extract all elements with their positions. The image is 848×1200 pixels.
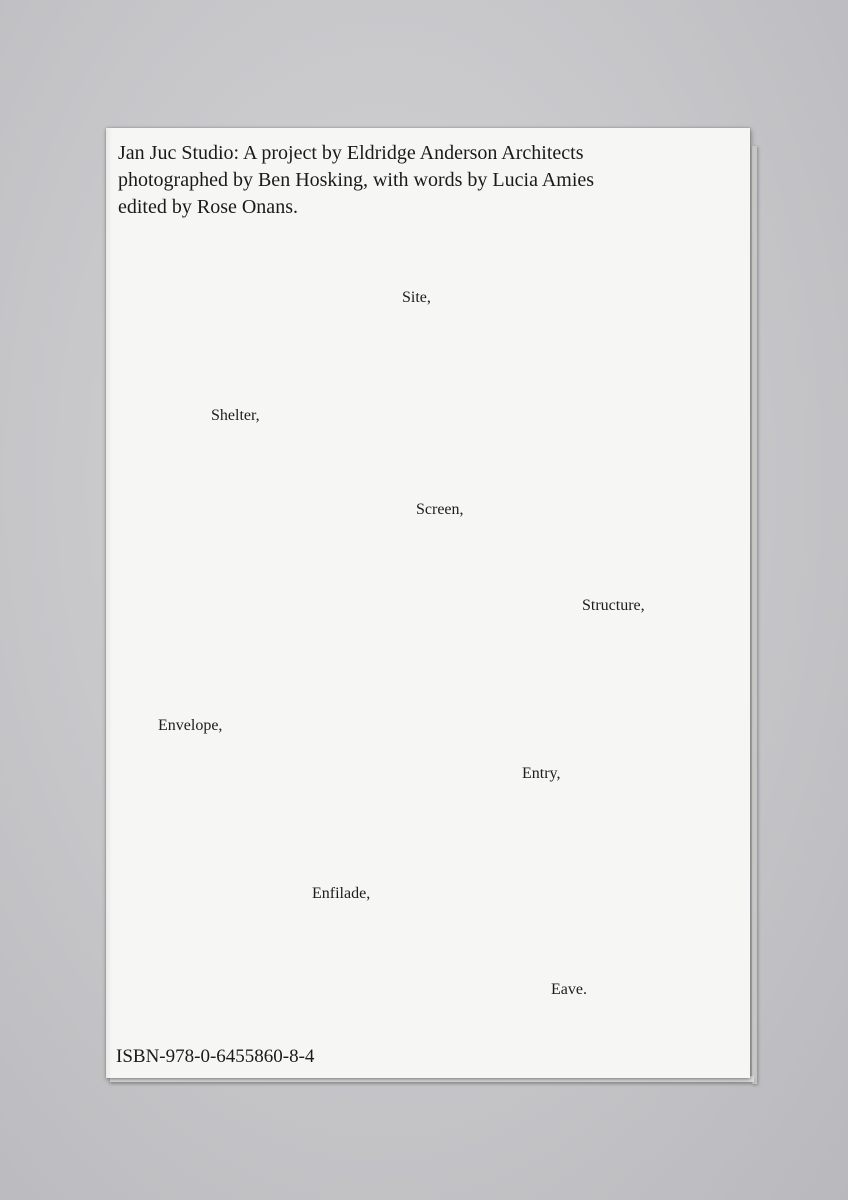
- word-shelter: Shelter,: [211, 407, 260, 424]
- book-page-edge: [752, 146, 757, 1084]
- word-envelope: Envelope,: [158, 717, 223, 734]
- cover-header: [118, 140, 738, 221]
- header-line: photographed by Ben Hosking, with words by Lucia Amies: [118, 169, 595, 191]
- word-site: Site,: [402, 289, 431, 306]
- word-entry: Entry,: [522, 765, 561, 782]
- word-structure: Structure,: [582, 597, 645, 614]
- isbn-number: ISBN-978-0-6455860-8-4: [116, 1046, 315, 1067]
- header-line: Jan Juc Studio: A project by Eldridge Anderson Architects: [118, 142, 584, 164]
- spine-shadow: [106, 128, 112, 1078]
- word-eave: Eave.: [551, 981, 587, 998]
- header-line: edited by Rose Onans.: [118, 196, 298, 218]
- word-screen: Screen,: [416, 501, 464, 518]
- book-cover: [106, 128, 750, 1078]
- word-enfilade: Enfilade,: [312, 885, 371, 902]
